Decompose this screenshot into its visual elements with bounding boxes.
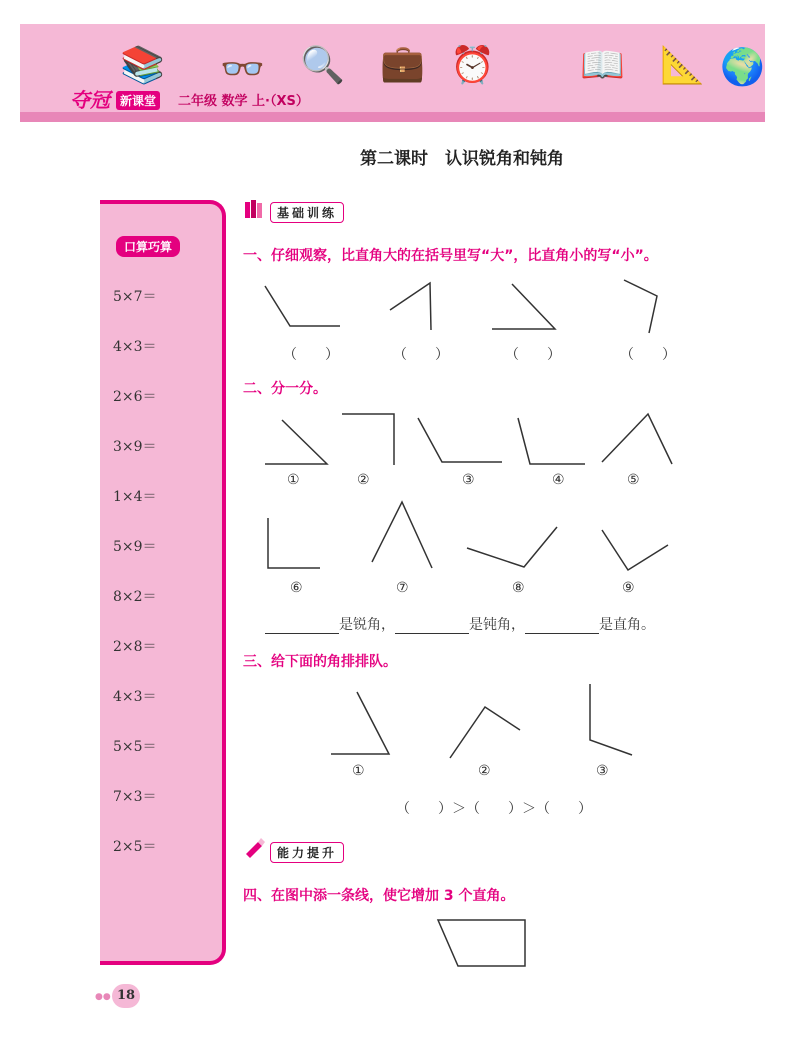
q2-label: ⑥ bbox=[290, 580, 303, 596]
q2-label: ⑦ bbox=[396, 580, 409, 596]
q2-label: ⑨ bbox=[622, 580, 635, 596]
right-label: 是直角。 bbox=[599, 617, 655, 633]
q3-label: ① bbox=[352, 763, 365, 779]
drill-item: 5×7＝ bbox=[113, 289, 157, 305]
acute-label: 是锐角， bbox=[339, 617, 395, 633]
obtuse-blank[interactable] bbox=[395, 619, 469, 634]
drill-item: 3×9＝ bbox=[113, 439, 157, 455]
book-icon: 📖 bbox=[580, 45, 625, 86]
question-2: 二、分一分。 bbox=[243, 381, 327, 397]
brand-tag: 新课堂 bbox=[116, 91, 160, 110]
drill-item: 2×6＝ bbox=[113, 389, 157, 405]
q3-order-answer[interactable]: （ ）＞（ ）＞（ ） bbox=[396, 801, 592, 817]
right-blank[interactable] bbox=[525, 619, 599, 634]
question-3: 三、给下面的角排排队。 bbox=[243, 654, 397, 670]
q2-label: ① bbox=[287, 472, 300, 488]
compass-icon: 📐 bbox=[660, 45, 705, 86]
q1-angle-1 bbox=[265, 286, 340, 326]
q1-angle-3 bbox=[492, 284, 555, 329]
q2-angle-4 bbox=[518, 418, 585, 464]
drill-item: 8×2＝ bbox=[113, 589, 157, 605]
glasses-icon: 👓 bbox=[220, 49, 265, 90]
drill-item: 2×5＝ bbox=[113, 839, 157, 855]
drill-item: 4×3＝ bbox=[113, 689, 157, 705]
book-title: 二年级 数学 上·（XS） bbox=[178, 94, 309, 109]
q2-angle-2 bbox=[342, 414, 394, 465]
clock-icon: ⏰ bbox=[450, 45, 495, 86]
q2-label: ⑧ bbox=[512, 580, 525, 596]
sidebar-title: 口算巧算 bbox=[116, 236, 180, 257]
q2-label: ④ bbox=[552, 472, 565, 488]
question-4: 四、在图中添一条线，使它增加 3 个直角。 bbox=[243, 888, 515, 904]
q2-angle-5 bbox=[602, 414, 672, 464]
q2-angle-3 bbox=[418, 418, 502, 462]
q3-angle-3 bbox=[590, 684, 632, 755]
magnifier-icon: 🔍 bbox=[300, 45, 345, 86]
section-basic-badge: 基础训练 bbox=[270, 202, 344, 223]
q2-fill-in bbox=[265, 614, 655, 634]
drill-item: 5×5＝ bbox=[113, 739, 157, 755]
q2-label: ⑤ bbox=[627, 472, 640, 488]
drill-item: 1×4＝ bbox=[113, 489, 157, 505]
q2-angle-6 bbox=[268, 518, 320, 568]
drill-item: 2×8＝ bbox=[113, 639, 157, 655]
q2-label: ② bbox=[357, 472, 370, 488]
q2-label: ③ bbox=[462, 472, 475, 488]
drill-item: 7×3＝ bbox=[113, 789, 157, 805]
drill-item: 5×9＝ bbox=[113, 539, 157, 555]
page-dots: ●● bbox=[95, 992, 111, 1002]
page-number: 18 bbox=[112, 984, 140, 1008]
q3-label: ② bbox=[478, 763, 491, 779]
acute-blank[interactable] bbox=[265, 619, 339, 634]
brand-logo: 夺冠 bbox=[70, 88, 110, 112]
q1-answer-paren[interactable]: （ ） bbox=[505, 347, 561, 363]
q1-angle-4 bbox=[624, 280, 657, 333]
obtuse-label: 是钝角， bbox=[469, 617, 525, 633]
q2-angle-8 bbox=[467, 527, 557, 567]
lesson-title: 第二课时 认识锐角和钝角 bbox=[360, 149, 564, 169]
question-1: 一、仔细观察，比直角大的在括号里写“大”，比直角小的写“小”。 bbox=[243, 248, 658, 264]
q2-angle-9 bbox=[602, 530, 668, 570]
q1-answer-paren[interactable]: （ ） bbox=[393, 347, 449, 363]
q3-label: ③ bbox=[596, 763, 609, 779]
bag-icon: 💼 bbox=[380, 43, 425, 84]
q1-answer-paren[interactable]: （ ） bbox=[620, 347, 676, 363]
q3-angle-1 bbox=[331, 692, 389, 754]
q1-answer-paren[interactable]: （ ） bbox=[283, 347, 339, 363]
q3-angle-2 bbox=[450, 707, 520, 758]
section-advanced-badge: 能力提升 bbox=[270, 842, 344, 863]
books-icon: 📚 bbox=[120, 45, 165, 86]
globe-icon: 🌍 bbox=[720, 47, 765, 88]
q2-angle-7 bbox=[372, 502, 432, 568]
drill-item: 4×3＝ bbox=[113, 339, 157, 355]
q1-angle-2 bbox=[390, 283, 431, 330]
q4-trapezoid bbox=[438, 920, 525, 966]
q2-angle-1 bbox=[265, 420, 327, 464]
